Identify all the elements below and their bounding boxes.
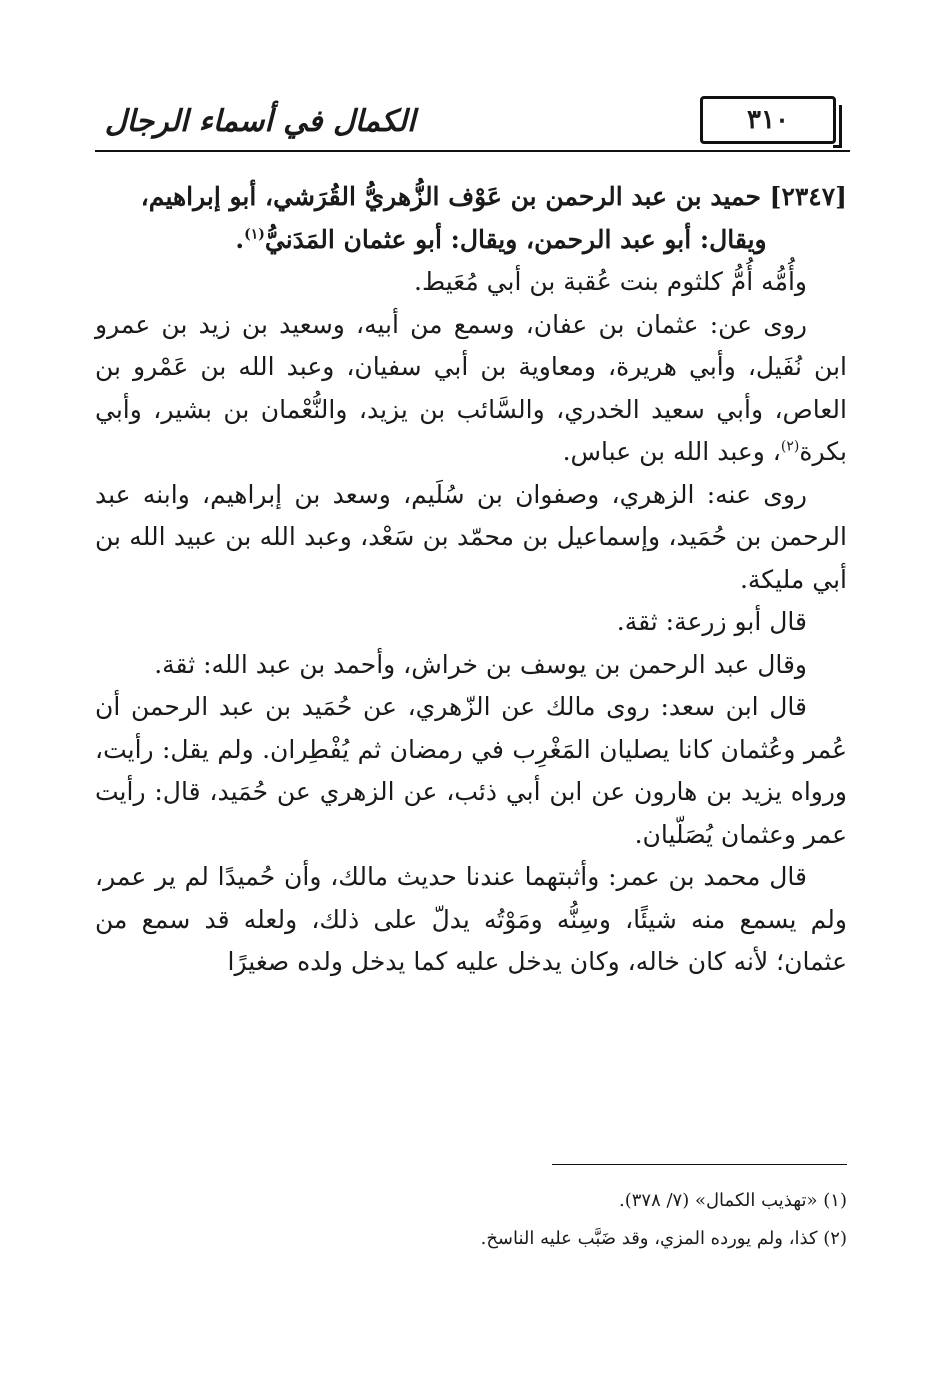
narrated-by-paragraph: روى عنه: الزهري، وصفوان بن سُلَيم، وسعد بن إبراهيم، وابنه عبد الرحمن بن حُمَيد، وإسماعيل بن محمّد بن سَعْد، وعبد الله بن عبيد الله بن أبي مليكة. bbox=[95, 479, 847, 594]
mother-paragraph: وأُمُّه أُمُّ كلثوم بنت عُقبة بن أبي مُعَيط. bbox=[414, 267, 807, 296]
footnote-1: (١) «تهذيب الكمال» (٧/ ٣٧٨). bbox=[618, 1190, 847, 1211]
footnote-ref-2[interactable]: (٢) bbox=[780, 438, 800, 455]
entry-title bbox=[95, 176, 847, 261]
footnote-2: (٢) كذا، ولم يورده المزي، وقد ضَبَّب عليه الناسخ. bbox=[480, 1228, 847, 1249]
narrated-from-paragraph bbox=[95, 304, 847, 474]
footnote-rule bbox=[552, 1164, 847, 1165]
ibn-khirash-paragraph: وقال عبد الرحمن بن يوسف بن خراش، وأحمد بن عبد الله: ثقة. bbox=[154, 649, 807, 679]
ibn-umar-paragraph: قال محمد بن عمر: وأثبتهما عندنا حديث مالك، وأن حُميدًا لم ير عمر، ولم يسمع منه شيئًا، وسِنُّه ومَوْتُه يدلّ على ذلك، ولعله قد سمع من عثمان؛ لأنه كان خاله، وكان يدخل عليه كما يدخل ولده صغيرًا bbox=[95, 862, 847, 976]
narrated-from-tail: ، وعبد الله بن عباس. bbox=[562, 437, 781, 466]
running-header-title: الكمال في أسماء الرجال bbox=[104, 104, 416, 139]
header-rule bbox=[95, 150, 850, 152]
narrated-from-text: روى عن: عثمان بن عفان، وسمع من أبيه، وسعيد بن زيد بن عمرو ابن نُفَيل، وأبي هريرة، ومعاوية بن أبي سفيان، وعبد الله بن عَمْرو بن العاص، وأبي سعيد الخدري، والسَّائب بن يزيد، والنُّعْمان بن بشير، وأبي بكرة bbox=[95, 309, 847, 466]
entry-body bbox=[95, 176, 847, 984]
footnotes bbox=[95, 1182, 847, 1258]
entry-title-line2: ويقال: أبو عبد الرحمن، ويقال: أبو عثمان المَدَنيُّ bbox=[264, 224, 767, 254]
abu-zura-paragraph: قال أبو زرعة: ثقة. bbox=[616, 607, 807, 636]
ibn-saad-paragraph: قال ابن سعد: روى مالك عن الزّهري، عن حُمَيد بن عبد الرحمن أن عُمر وعُثمان كانا يصليان المَغْرِب في رمضان ثم يُفْطِران. ولم يقل: رأيت، ورواه يزيد بن هارون عن ابن أبي ذئب، عن الزهري عن حُمَيد، قال: رأيت عمر وعثمان يُصَلّيان. bbox=[95, 692, 847, 849]
page-number-box bbox=[700, 96, 836, 144]
footnote-ref-1[interactable]: (١) bbox=[244, 226, 265, 243]
page-number: ٣١٠ bbox=[747, 105, 789, 135]
entry-title-line1: [٢٣٤٧] حميد بن عبد الرحمن بن عَوْف الزُّهريُّ القُرَشي، أبو إبراهيم، bbox=[140, 182, 847, 211]
entry-title-line2-wrap: ويقال: أبو عبد الرحمن، ويقال: أبو عثمان المَدَنيُّ$^{(١)}$. bbox=[235, 224, 767, 254]
